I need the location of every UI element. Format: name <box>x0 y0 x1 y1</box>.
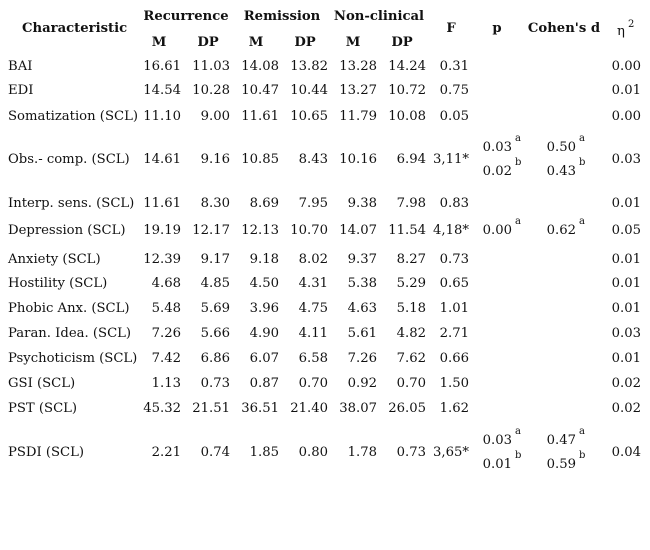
row-value: 13.28 <box>339 59 377 74</box>
row-cohens-d-superscript: b <box>579 157 586 168</box>
row-value: 13.82 <box>290 59 328 74</box>
header-sub-dp: DP <box>197 35 219 50</box>
row-eta: 0.01 <box>611 351 641 366</box>
row-value: 7.95 <box>298 196 328 211</box>
row-value: 7.62 <box>396 351 426 366</box>
row-value: 6.07 <box>249 351 279 366</box>
header-group-recurrence: Recurrence <box>143 9 229 24</box>
header-eta-superscript: 2 <box>628 19 635 30</box>
header-f: F <box>446 21 456 36</box>
row-value: 38.07 <box>339 401 377 416</box>
row-cohens-d-value: 0.43 <box>546 164 576 179</box>
row-f: 0.31 <box>439 59 469 74</box>
row-label: Psychoticism (SCL) <box>8 351 138 366</box>
row-label: GSI (SCL) <box>8 376 76 391</box>
row-value: 4.85 <box>200 276 230 291</box>
row-label: Depression (SCL) <box>8 223 126 238</box>
row-value: 14.08 <box>241 59 279 74</box>
row-label: Paran. Idea. (SCL) <box>8 326 132 341</box>
row-value: 5.66 <box>200 326 230 341</box>
row-label: Obs.- comp. (SCL) <box>8 152 130 167</box>
row-value: 0.80 <box>298 445 328 460</box>
row-value: 10.28 <box>192 83 230 98</box>
row-cohens-d-superscript: a <box>579 133 585 144</box>
row-f: 4,18* <box>433 223 469 238</box>
row-p-value: 0.00 <box>482 223 512 238</box>
row-f: 3,65* <box>433 445 469 460</box>
row-value: 10.70 <box>290 223 328 238</box>
row-value: 9.18 <box>249 252 279 267</box>
row-value: 8.30 <box>200 196 230 211</box>
row-value: 11.79 <box>339 109 377 124</box>
row-value: 19.19 <box>143 223 181 238</box>
row-value: 10.08 <box>388 109 426 124</box>
row-f: 0.73 <box>439 252 469 267</box>
row-value: 45.32 <box>143 401 181 416</box>
row-label: Anxiety (SCL) <box>8 252 101 267</box>
row-value: 0.70 <box>298 376 328 391</box>
row-value: 14.07 <box>339 223 377 238</box>
row-value: 8.69 <box>249 196 279 211</box>
row-value: 13.27 <box>339 83 377 98</box>
row-value: 4.63 <box>347 301 377 316</box>
row-p-value: 0.03 <box>482 140 512 155</box>
row-value: 10.47 <box>241 83 279 98</box>
row-eta: 0.03 <box>611 152 641 167</box>
row-eta: 0.01 <box>611 252 641 267</box>
row-label: PSDI (SCL) <box>8 445 85 460</box>
row-value: 21.40 <box>290 401 328 416</box>
row-value: 10.16 <box>339 152 377 167</box>
row-f: 0.66 <box>439 351 469 366</box>
row-value: 4.68 <box>151 276 181 291</box>
row-label: Hostility (SCL) <box>8 276 108 291</box>
row-p-value: 0.01 <box>482 457 512 472</box>
row-p-superscript: a <box>515 426 521 437</box>
row-value: 6.86 <box>200 351 230 366</box>
row-label: Interp. sens. (SCL) <box>8 196 135 211</box>
row-eta: 0.05 <box>611 223 641 238</box>
row-eta: 0.02 <box>611 401 641 416</box>
row-f: 0.65 <box>439 276 469 291</box>
row-p-superscript: b <box>515 157 522 168</box>
row-value: 0.87 <box>249 376 279 391</box>
row-eta: 0.01 <box>611 276 641 291</box>
row-cohens-d-value: 0.62 <box>546 223 576 238</box>
row-value: 8.43 <box>298 152 328 167</box>
row-value: 9.16 <box>200 152 230 167</box>
header-cohens-d: Cohen's d <box>527 21 601 36</box>
row-value: 12.13 <box>241 223 279 238</box>
row-cohens-d-superscript: a <box>579 426 585 437</box>
row-f: 3,11* <box>433 152 469 167</box>
row-label: PST (SCL) <box>8 401 78 416</box>
row-cohens-d-superscript: a <box>579 216 585 227</box>
row-label: Phobic Anx. (SCL) <box>8 301 130 316</box>
row-value: 14.24 <box>388 59 426 74</box>
row-p-value: 0.02 <box>482 164 512 179</box>
row-value: 4.31 <box>298 276 328 291</box>
row-value: 4.11 <box>298 326 328 341</box>
row-cohens-d-value: 0.59 <box>546 457 576 472</box>
row-value: 1.78 <box>347 445 377 460</box>
row-label: BAI <box>8 59 33 74</box>
row-value: 10.65 <box>290 109 328 124</box>
row-p-superscript: a <box>515 216 521 227</box>
row-value: 0.73 <box>200 376 230 391</box>
row-value: 6.58 <box>298 351 328 366</box>
row-value: 4.82 <box>396 326 426 341</box>
header-group-remission: Remission <box>243 9 321 24</box>
row-value: 0.92 <box>347 376 377 391</box>
row-value: 14.61 <box>143 152 181 167</box>
row-value: 10.85 <box>241 152 279 167</box>
row-value: 26.05 <box>388 401 426 416</box>
row-eta: 0.00 <box>611 109 641 124</box>
row-eta: 0.00 <box>611 59 641 74</box>
header-p: p <box>492 21 502 36</box>
row-f: 1.01 <box>439 301 469 316</box>
row-value: 10.44 <box>290 83 328 98</box>
row-value: 7.98 <box>396 196 426 211</box>
row-value: 9.00 <box>200 109 230 124</box>
row-value: 5.61 <box>347 326 377 341</box>
header-sub-dp: DP <box>391 35 413 50</box>
row-value: 0.74 <box>200 445 230 460</box>
row-value: 9.38 <box>347 196 377 211</box>
row-f: 1.62 <box>439 401 469 416</box>
row-value: 3.96 <box>249 301 279 316</box>
row-value: 12.17 <box>192 223 230 238</box>
header-characteristic: Characteristic <box>22 21 128 36</box>
header-sub-dp: DP <box>294 35 316 50</box>
row-value: 5.38 <box>347 276 377 291</box>
row-value: 21.51 <box>192 401 230 416</box>
row-eta: 0.03 <box>611 326 641 341</box>
row-cohens-d-value: 0.50 <box>546 140 576 155</box>
row-value: 7.42 <box>151 351 181 366</box>
header-group-nonclinical: Non-clinical <box>333 9 425 24</box>
row-value: 11.10 <box>143 109 181 124</box>
header-sub-m: M <box>248 35 264 50</box>
row-value: 7.26 <box>347 351 377 366</box>
row-value: 10.72 <box>388 83 426 98</box>
row-value: 5.48 <box>151 301 181 316</box>
row-value: 8.02 <box>298 252 328 267</box>
row-value: 11.61 <box>241 109 279 124</box>
row-value: 11.61 <box>143 196 181 211</box>
row-eta: 0.01 <box>611 301 641 316</box>
row-value: 16.61 <box>143 59 181 74</box>
header-eta: η <box>617 24 625 39</box>
row-eta: 0.04 <box>611 445 641 460</box>
row-p-superscript: a <box>515 133 521 144</box>
row-value: 1.85 <box>249 445 279 460</box>
row-f: 0.75 <box>439 83 469 98</box>
row-value: 9.37 <box>347 252 377 267</box>
row-value: 14.54 <box>143 83 181 98</box>
row-value: 2.21 <box>151 445 181 460</box>
row-value: 5.29 <box>396 276 426 291</box>
row-value: 0.70 <box>396 376 426 391</box>
row-value: 1.13 <box>151 376 181 391</box>
row-value: 36.51 <box>241 401 279 416</box>
row-value: 7.26 <box>151 326 181 341</box>
row-value: 4.90 <box>249 326 279 341</box>
row-value: 11.03 <box>192 59 230 74</box>
row-value: 4.75 <box>298 301 328 316</box>
row-value: 5.18 <box>396 301 426 316</box>
row-f: 0.83 <box>439 196 469 211</box>
header-sub-m: M <box>151 35 167 50</box>
row-value: 8.27 <box>396 252 426 267</box>
row-value: 5.69 <box>200 301 230 316</box>
row-label: Somatization (SCL) <box>8 109 138 124</box>
row-f: 2.71 <box>439 326 469 341</box>
row-p-value: 0.03 <box>482 433 512 448</box>
row-value: 4.50 <box>249 276 279 291</box>
row-cohens-d-value: 0.47 <box>546 433 576 448</box>
row-value: 0.73 <box>396 445 426 460</box>
row-value: 9.17 <box>200 252 230 267</box>
row-value: 12.39 <box>143 252 181 267</box>
row-p-superscript: b <box>515 450 522 461</box>
row-cohens-d-superscript: b <box>579 450 586 461</box>
row-f: 0.05 <box>439 109 469 124</box>
row-f: 1.50 <box>439 376 469 391</box>
row-label: EDI <box>8 83 34 98</box>
row-eta: 0.01 <box>611 83 641 98</box>
header-sub-m: M <box>345 35 361 50</box>
row-value: 11.54 <box>388 223 426 238</box>
row-value: 6.94 <box>396 152 426 167</box>
row-eta: 0.02 <box>611 376 641 391</box>
row-eta: 0.01 <box>611 196 641 211</box>
